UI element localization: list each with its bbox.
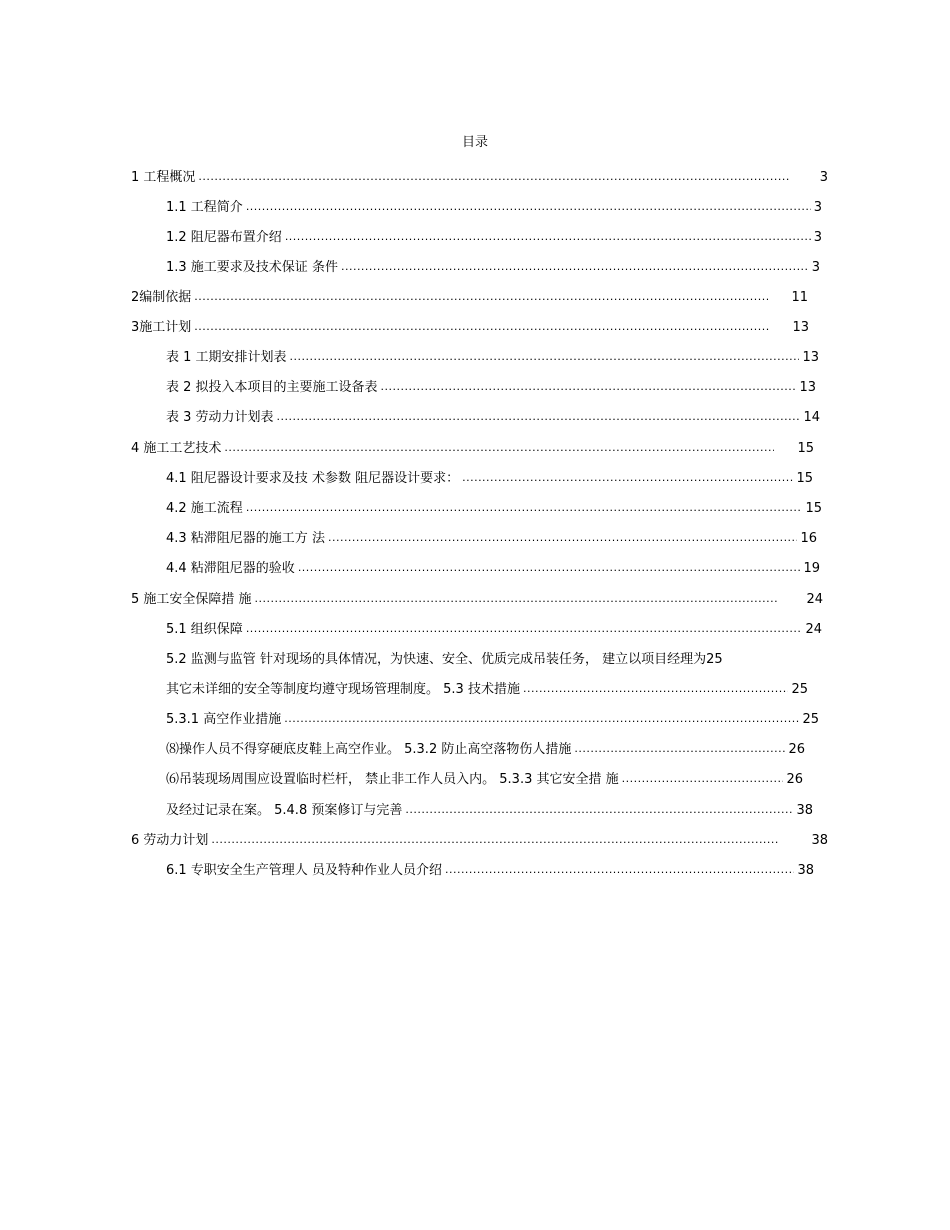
leader-dots	[462, 466, 793, 486]
toc-entry[interactable]	[131, 828, 828, 848]
leader-dots	[328, 526, 798, 546]
leader-dots	[246, 617, 803, 637]
toc-entry[interactable]	[166, 526, 817, 546]
toc-entry[interactable]	[166, 345, 819, 365]
toc-entry-page: 3	[811, 260, 820, 275]
toc-entry-label: 其它未详细的安全等制度均遵守现场管理制度。 5.3 技术措施	[166, 682, 520, 697]
leader-dots	[255, 587, 780, 607]
leader-dots	[341, 255, 809, 275]
leader-dots	[445, 858, 795, 878]
toc-entry-label: 1.2 阻尼器布置介绍	[166, 230, 282, 245]
toc-entry-page: 26	[788, 742, 805, 757]
leader-dots	[523, 677, 789, 697]
toc-entry-page: 25	[802, 712, 819, 727]
toc-entry-label: 4.2 施工流程	[166, 501, 243, 516]
leader-dots	[194, 285, 768, 305]
toc-entry-label: 5.3.1 高空作业措施	[166, 712, 282, 727]
toc-entry-label: 表 3 劳动力计划表	[166, 410, 274, 425]
toc-entry-label: 4 施工工艺技术	[131, 441, 222, 456]
toc-entry-label: 6.1 专职安全生产管理人 员及特种作业人员介绍	[166, 863, 442, 878]
toc-entry[interactable]	[166, 255, 820, 275]
toc-entry[interactable]	[131, 587, 823, 607]
toc-entry[interactable]	[166, 858, 814, 878]
toc-entry-label: 4.4 粘滞阻尼器的验收	[166, 561, 295, 576]
toc-entry-page: 13	[802, 350, 819, 365]
toc-entry[interactable]	[166, 225, 822, 245]
toc-entry[interactable]	[166, 737, 805, 757]
toc-entry-label: 4.3 粘滞阻尼器的施工方 法	[166, 531, 325, 546]
toc-entry[interactable]	[166, 677, 808, 697]
leader-dots	[246, 195, 811, 215]
toc-entry-page: 15	[797, 441, 814, 456]
toc-entry-page: 13	[792, 320, 809, 335]
toc-entry[interactable]	[131, 315, 809, 335]
toc-entry-page: 38	[796, 803, 813, 818]
toc-entry-label: 5.1 组织保障	[166, 622, 243, 637]
toc-entry-page: 15	[805, 501, 822, 516]
toc-entry[interactable]	[166, 195, 822, 215]
leader-dots	[574, 737, 785, 757]
leader-dots	[285, 225, 811, 245]
toc-title: 目录	[461, 135, 488, 150]
toc-entry-label: 3施工计划	[131, 320, 192, 335]
toc-entry-page: 38	[811, 833, 828, 848]
leader-dots	[246, 496, 803, 516]
toc-entry-label: ⑻操作人员不得穿硬底皮鞋上高空作业。 5.3.2 防止高空落物伤人措施	[166, 742, 572, 757]
toc-entry-label: 表 2 拟投入本项目的主要施工设备表	[166, 380, 378, 395]
toc-entry-page: 3	[813, 230, 822, 245]
toc-entry[interactable]	[166, 556, 820, 576]
toc-entry[interactable]	[166, 466, 813, 486]
toc-entry-label: 1.1 工程简介	[166, 200, 243, 215]
toc-entry[interactable]	[166, 707, 819, 727]
toc-entry-page: 16	[800, 531, 817, 546]
toc-entry-page: 14	[803, 410, 820, 425]
leader-dots	[622, 767, 784, 787]
toc-entry-label: 5.2 监测与监管 针对现场的具体情况，为快速、安全、优质完成吊装任务， 建立以项目经理为	[166, 652, 707, 667]
toc-entry-page: 26	[786, 772, 803, 787]
toc-entry-page: 19	[803, 561, 820, 576]
toc-entry[interactable]	[166, 647, 806, 667]
toc-entry-label: ⑹吊装现场周围应设置临时栏杆， 禁止非工作人员入内。 5.3.3 其它安全措 施	[166, 772, 619, 787]
toc-entry[interactable]	[166, 767, 803, 787]
toc-entry[interactable]	[131, 436, 814, 456]
toc-entry[interactable]	[131, 285, 808, 305]
toc-entry[interactable]	[166, 798, 813, 818]
leader-dots	[211, 828, 780, 848]
toc-entry-label: 2编制依据	[131, 290, 192, 305]
toc-entry-label: 1 工程概况	[131, 170, 196, 185]
toc-entry[interactable]	[166, 617, 822, 637]
leader-dots	[284, 707, 799, 727]
leader-dots	[405, 798, 793, 818]
toc-entry-page: 13	[799, 380, 816, 395]
toc-entry-page: 3	[819, 170, 828, 185]
leader-dots	[198, 165, 788, 185]
toc-entry-page: 24	[805, 622, 822, 637]
leader-dots	[381, 375, 797, 395]
toc-entry[interactable]	[166, 375, 816, 395]
toc-entry-page: 15	[796, 471, 813, 486]
toc-entry[interactable]	[166, 405, 820, 425]
leader-dots	[194, 315, 769, 335]
toc-entry-page: 24	[806, 592, 823, 607]
toc-entry[interactable]	[131, 165, 828, 185]
toc-entry-page: 38	[797, 863, 814, 878]
leader-dots	[290, 345, 800, 365]
leader-dots	[277, 405, 801, 425]
toc-entry[interactable]	[166, 496, 822, 516]
toc-entry-label: 5 施工安全保障措 施	[131, 592, 252, 607]
toc-entry-label: 1.3 施工要求及技术保证 条件	[166, 260, 338, 275]
toc-entry-label: 4.1 阻尼器设计要求及技 术参数 阻尼器设计要求：	[166, 471, 460, 486]
leader-dots	[298, 556, 801, 576]
toc-entry-label: 表 1 工期安排计划表	[166, 350, 287, 365]
toc-entry-page: 11	[791, 290, 808, 305]
toc-entry-page: 25	[706, 652, 723, 667]
toc-entry-page: 25	[791, 682, 808, 697]
toc-entry-page: 3	[813, 200, 822, 215]
toc-entry-label: 及经过记录在案。 5.4.8 预案修订与完善	[166, 803, 403, 818]
leader-dots	[224, 436, 774, 456]
toc-entry-label: 6 劳动力计划	[131, 833, 209, 848]
